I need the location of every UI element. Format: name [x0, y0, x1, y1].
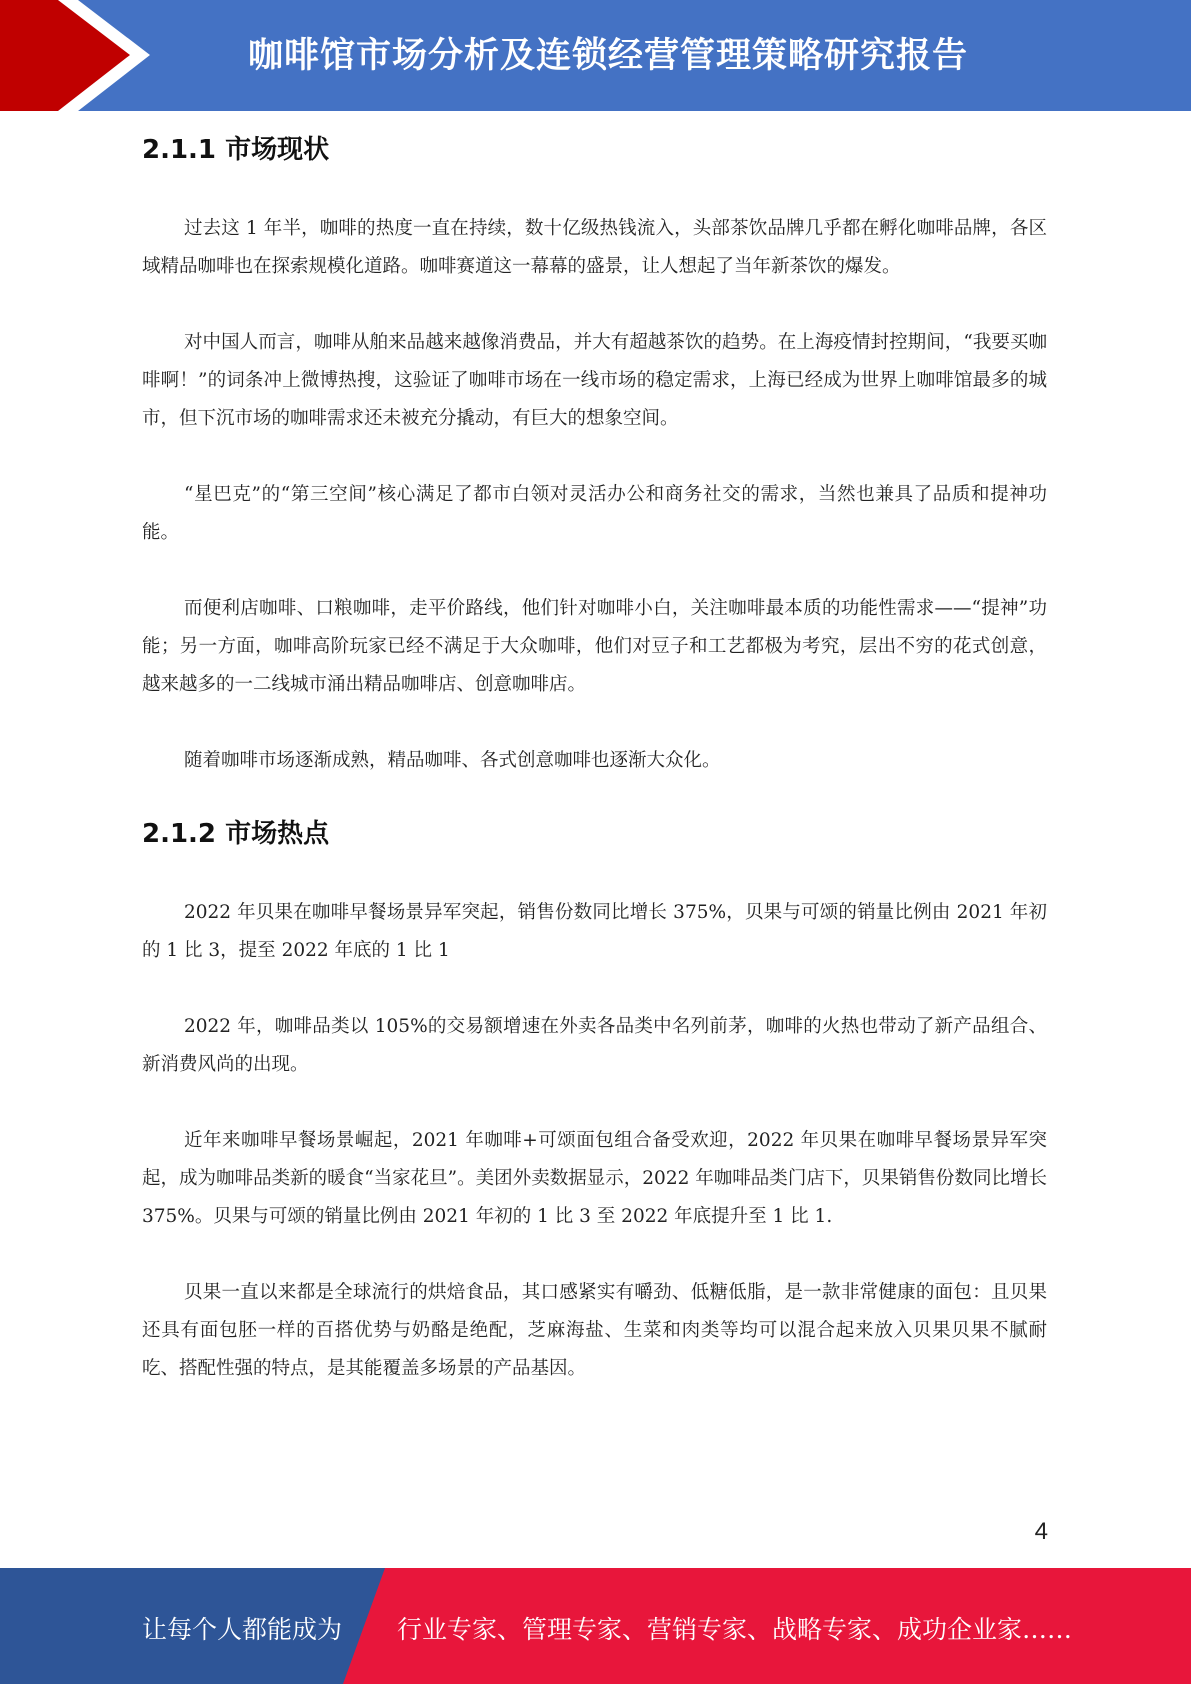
paragraph: 随着咖啡市场逐渐成熟，精品咖啡、各式创意咖啡也逐渐大众化。: [184, 750, 721, 771]
footer-slogan-right: 行业专家、管理专家、营销专家、战略专家、成功企业家……: [397, 1615, 1073, 1644]
paragraph: “星巴克”的“第三空间”核心满足了都市白领对灵活办公和商务社交的需求，当然也兼具了品质和提神功能。: [142, 484, 1047, 543]
paragraph: 而便利店咖啡、口粮咖啡，走平价路线，他们针对咖啡小白，关注咖啡最本质的功能性需求——“提神”功能；另一方面，咖啡高阶玩家已经不满足于大众咖啡，他们对豆子和工艺都极为考究，层出不穷的花式创意，越来越多的一二线城市涌出精品咖啡店、创意咖啡店。: [142, 598, 1047, 695]
paragraph: 贝果一直以来都是全球流行的烘焙食品，其口感紧实有嚼劲、低糖低脂，是一款非常健康的面包：且贝果还具有面包胚一样的百搭优势与奶酪是绝配，芝麻海盐、生菜和肉类等均可以混合起来放入贝果贝果不腻耐吃、搭配性强的特点，是其能覆盖多场景的产品基因。: [142, 1282, 1047, 1379]
section-heading: 2.1.2 市场热点: [142, 819, 330, 849]
paragraph: 对中国人而言，咖啡从舶来品越来越像消费品，并大有超越茶饮的趋势。在上海疫情封控期间，“我要买咖啡啊！”的词条冲上微博热搜，这验证了咖啡市场在一线市场的稳定需求，上海已经成为世界上咖啡馆最多的城市，但下沉市场的咖啡需求还未被充分撬动，有巨大的想象空间。: [142, 332, 1047, 429]
paragraph: 2022 年贝果在咖啡早餐场景异军突起，销售份数同比增长 375%，贝果与可颂的销量比例由 2021 年初的 1 比 3，提至 2022 年底的 1 比 1: [142, 902, 1047, 961]
paragraph: 2022 年，咖啡品类以 105%的交易额增速在外卖各品类中名列前茅，咖啡的火热也带动了新产品组合、新消费风尚的出现。: [142, 1016, 1047, 1075]
report-title: 咖啡馆市场分析及连锁经营管理策略研究报告: [247, 36, 968, 76]
report-footer: [0, 1568, 1191, 1684]
paragraph: 近年来咖啡早餐场景崛起，2021 年咖啡+可颂面包组合备受欢迎，2022 年贝果在咖啡早餐场景异军突起，成为咖啡品类新的暖食“当家花旦”。美团外卖数据显示，2022 年咖啡品类门店下，贝果销售份数同比增长 375%。贝果与可颂的销量比例由 2021 年初的 1 比 3 至 2022 年底提升至 1 比 1.: [142, 1130, 1047, 1227]
paragraph: 过去这 1 年半，咖啡的热度一直在持续，数十亿级热钱流入，头部茶饮品牌几乎都在孵化咖啡品牌，各区域精品咖啡也在探索规模化道路。咖啡赛道这一幕幕的盛景，让人想起了当年新茶饮的爆发。: [142, 218, 1047, 277]
section-heading: 2.1.1 市场现状: [142, 135, 330, 165]
document-body: [142, 130, 1047, 1388]
report-header: [0, 0, 1191, 111]
footer-slogan-left: 让每个人都能成为: [142, 1615, 343, 1644]
page-number: 4: [1034, 1518, 1048, 1545]
